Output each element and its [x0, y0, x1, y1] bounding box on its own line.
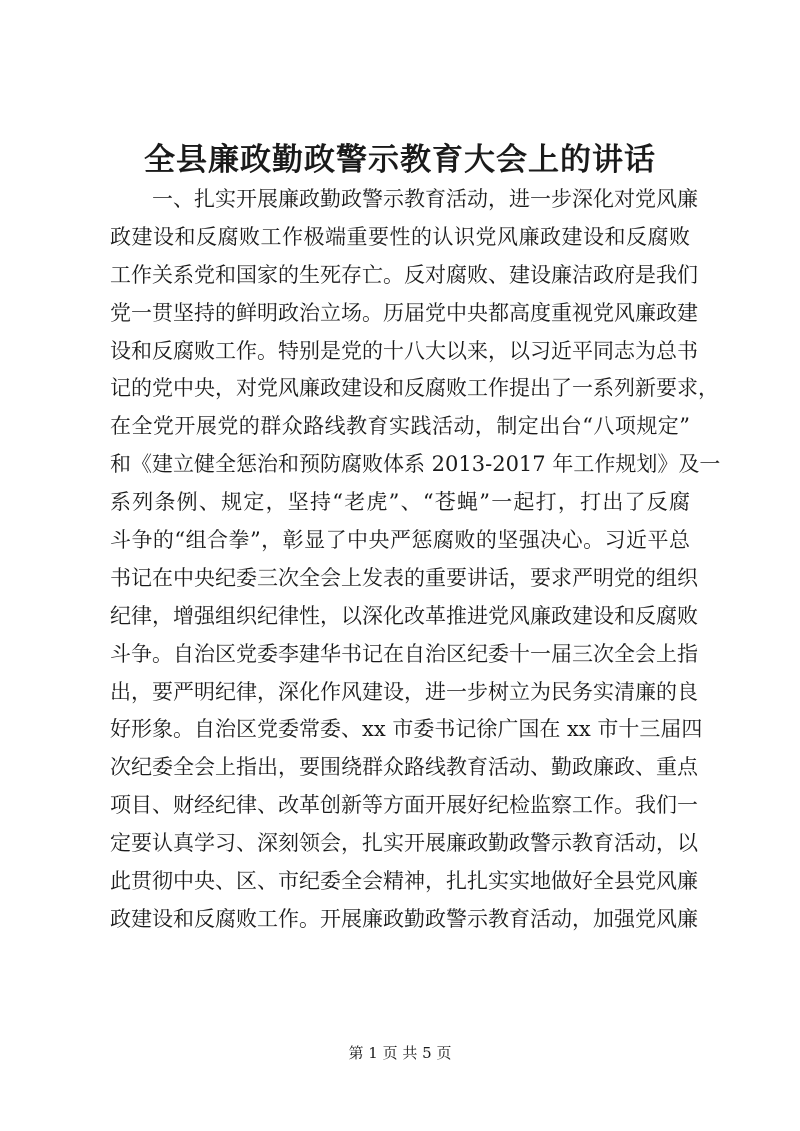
text-line: 纪律，增强组织纪律性，以深化改革推进党风廉政建设和反腐败 — [110, 603, 698, 628]
text-line: 党一贯坚持的鲜明政治立场。历届党中央都高度重视党风廉政建 — [110, 300, 698, 325]
text-line: 在全党开展党的群众路线教育实践活动，制定出台“八项规定” — [110, 414, 690, 439]
text-line: 一、扎实开展廉政勤政警示教育活动，进一步深化对党风廉 — [152, 187, 698, 211]
page-number-footer: 第 1 页 共 5 页 — [348, 1044, 452, 1062]
text-line: 记的党中央，对党风廉政建设和反腐败工作提出了一系列新要求， — [110, 376, 719, 401]
text-line: 斗争。自治区党委李建华书记在自治区纪委十一届三次全会上指 — [110, 641, 698, 666]
text-line: 出，要严明纪律，深化作风建设，进一步树立为民务实清廉的良 — [110, 679, 698, 704]
text-line: 政建设和反腐败工作极端重要性的认识党风廉政建设和反腐败 — [110, 224, 690, 249]
text-line: 书记在中央纪委三次全会上发表的重要讲话，要求严明党的组织 — [110, 565, 698, 590]
document-title: 全县廉政勤政警示教育大会上的讲话 — [144, 142, 656, 178]
text-line: 政建设和反腐败工作。开展廉政勤政警示教育活动，加强党风廉 — [110, 906, 698, 931]
text-line: 定要认真学习、深刻领会，扎实开展廉政勤政警示教育活动，以 — [110, 831, 698, 856]
text-line: 工作关系党和国家的生死存亡。反对腐败、建设廉洁政府是我们 — [110, 262, 698, 287]
text-line: 次纪委全会上指出，要围绕群众路线教育活动、勤政廉政、重点 — [110, 755, 698, 780]
text-line: 此贯彻中央、区、市纪委全会精神，扎扎实实地做好全县党风廉 — [110, 869, 698, 894]
text-line: 设和反腐败工作。特别是党的十八大以来，以习近平同志为总书 — [110, 338, 698, 363]
text-line: 项目、财经纪律、改革创新等方面开展好纪检监察工作。我们一 — [110, 793, 698, 818]
text-line: 斗争的“组合拳”，彰显了中央严惩腐败的坚强决心。习近平总 — [110, 528, 690, 553]
text-line: 系列条例、规定，坚持“老虎”、“苍蝇”一起打，打出了反腐 — [110, 490, 690, 515]
text-line: 好形象。自治区党委常委、xx 市委书记徐广国在 xx 市十三届四 — [110, 717, 703, 742]
body-text — [110, 181, 721, 939]
text-line: 和《建立健全惩治和预防腐败体系 2013-2017 年工作规划》及一 — [110, 452, 721, 477]
